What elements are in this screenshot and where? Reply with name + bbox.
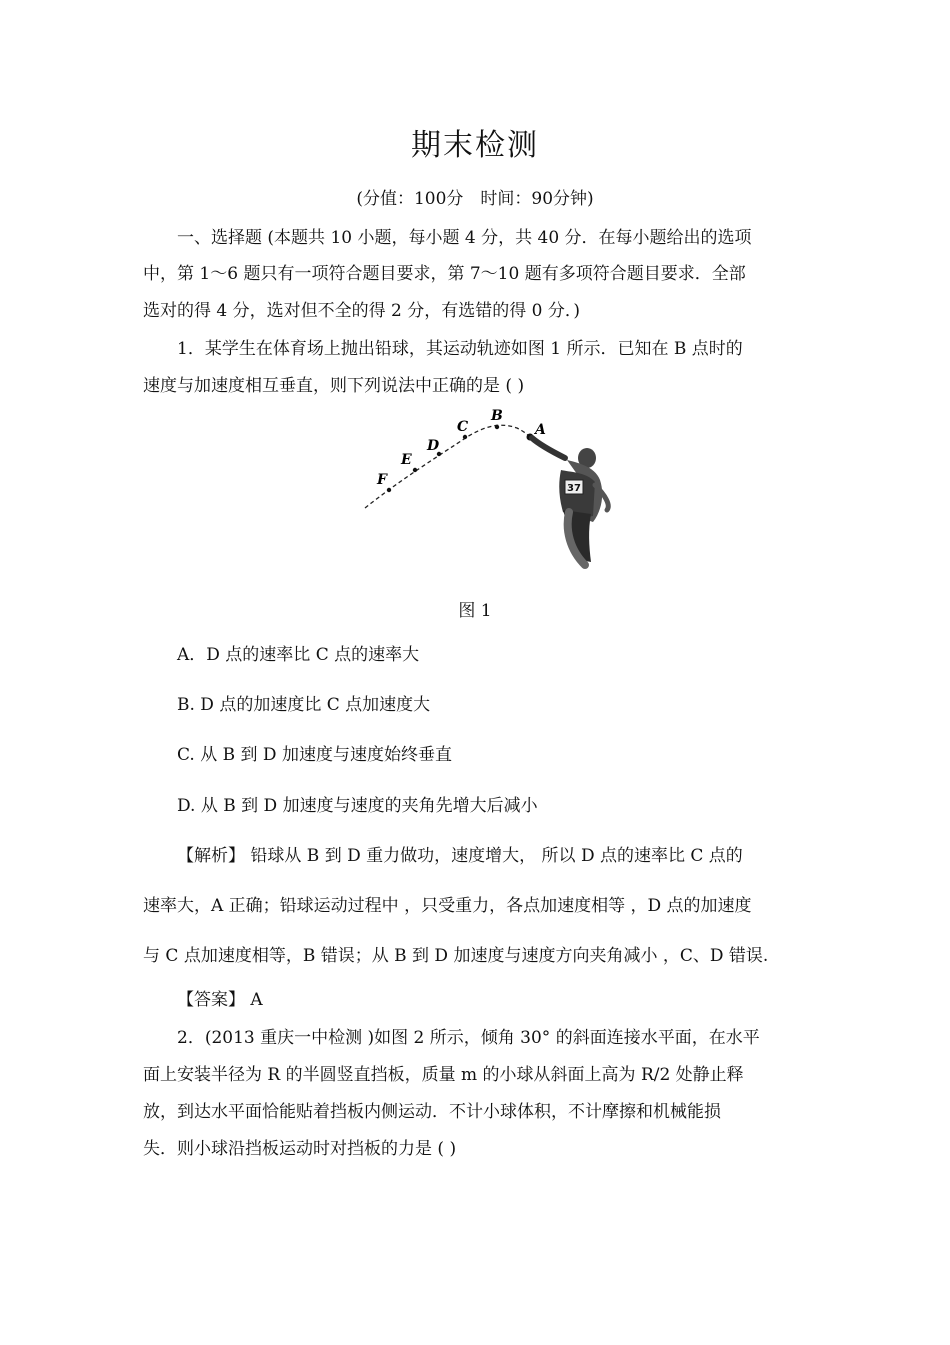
q1-option-a: A．D 点的速率比 C 点的速率大 (177, 645, 420, 665)
q1-option-b: B. D 点的加速度比 C 点加速度大 (177, 695, 431, 715)
q1-option-c: C. 从 B 到 D 加速度与速度始终垂直 (177, 745, 452, 765)
point-a-label: A (535, 422, 546, 438)
point-d-label: D (427, 438, 440, 454)
point-e-marker (413, 468, 417, 472)
point-e-label: E (401, 452, 412, 468)
point-c-label: C (457, 419, 469, 435)
point-f-marker (387, 488, 391, 492)
trajectory-curve (365, 425, 530, 508)
q2-stem-line-1: 2．(2013 重庆一中检测 )如图 2 所示，倾角 30° 的斜面连接水平面，在水平 (177, 1028, 760, 1048)
q1-option-d: D. 从 B 到 D 加速度与速度的夹角先增大后减小 (177, 796, 538, 816)
athlete-illustration (532, 438, 608, 565)
q2-stem-line-4: 失．则小球沿挡板运动时对挡板的力是 ( ) (143, 1139, 457, 1159)
q1-answer: 【答案】 A (177, 990, 263, 1010)
point-f-label: F (377, 472, 387, 488)
q1-analysis-line-2: 速率大，A 正确；铅球运动过程中 ，只受重力，各点加速度相等 ，D 点的加速度 (143, 896, 752, 916)
page-title: 期末检测 (411, 128, 539, 163)
q2-stem-line-3: 放，到达水平面恰能贴着挡板内侧运动．不计小球体积，不计摩擦和机械能损 (143, 1102, 721, 1122)
section-intro-line-1: 一、选择题 (本题共 10 小题，每小题 4 分，共 40 分．在每小题给出的选项 (177, 228, 752, 248)
q1-analysis-line-1: 【解析】 铅球从 B 到 D 重力做功，速度增大， 所以 D 点的速率比 C 点的 (177, 846, 743, 866)
q1-stem-line-1: 1．某学生在体育场上抛出铅球，其运动轨迹如图 1 所示．已知在 B 点时的 (177, 339, 743, 359)
q1-analysis-line-3: 与 C 点加速度相等，B 错误；从 B 到 D 加速度与速度方向夹角减小 ，C、D 错误. (143, 946, 769, 966)
figure-1-caption: 图 1 (458, 601, 492, 621)
q2-stem-line-2: 面上安装半径为 R 的半圆竖直挡板，质量 m 的小球从斜面上高为 R/2 处静止释 (143, 1065, 744, 1085)
point-c-marker (463, 435, 467, 439)
race-bib-number: 37 (567, 483, 581, 494)
section-intro-line-2: 中，第 1～6 题只有一项符合题目要求，第 7～10 题有多项符合题目要求．全部 (143, 264, 746, 284)
point-b-label: B (491, 408, 503, 424)
shot-put-trajectory-figure (355, 400, 615, 570)
section-intro-line-3: 选对的得 4 分，选对但不全的得 2 分，有选错的得 0 分．) (143, 301, 581, 321)
score-time-info: (分值：100分 时间：90分钟) (356, 189, 594, 209)
point-b-marker (495, 425, 499, 429)
q1-stem-line-2: 速度与加速度相互垂直，则下列说法中正确的是 ( ) (143, 376, 525, 396)
